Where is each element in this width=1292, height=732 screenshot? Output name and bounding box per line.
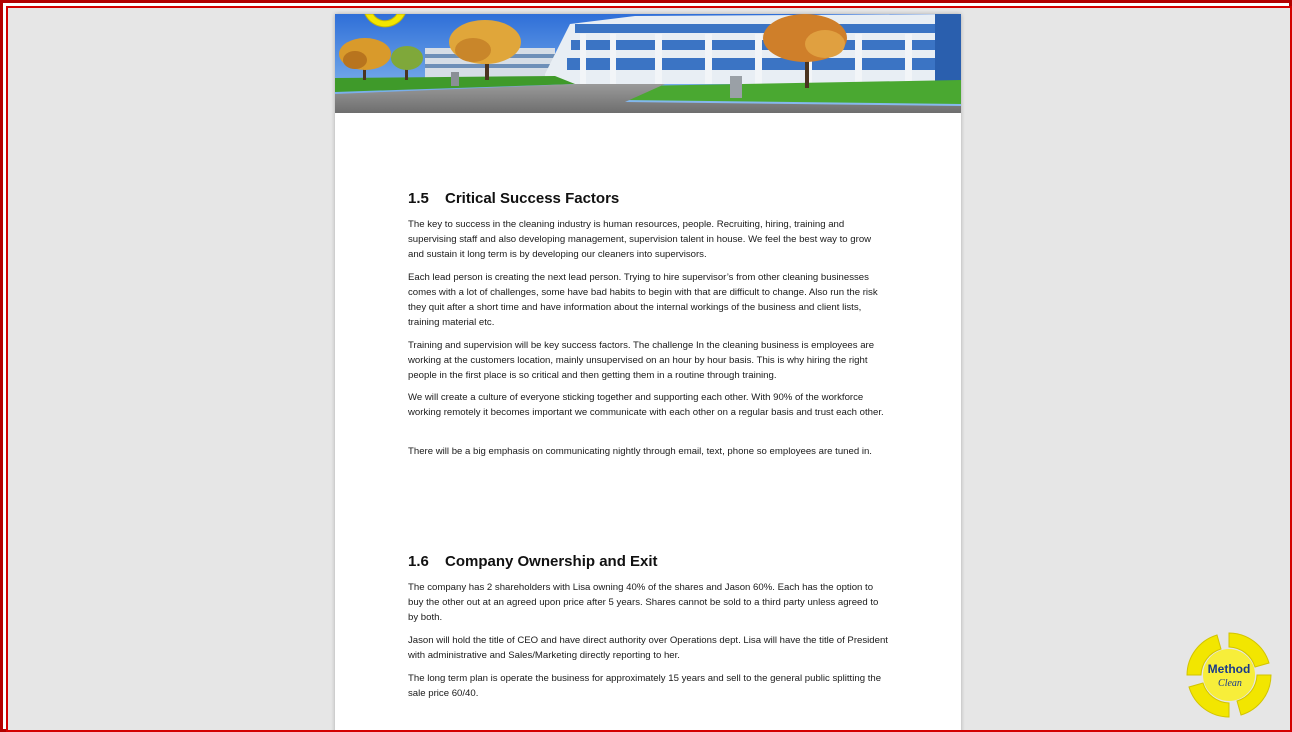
section-heading-1-5	[408, 190, 619, 207]
viewer-background	[6, 6, 1292, 732]
section-number: 1.6	[408, 553, 429, 570]
paragraph: Jason will hold the title of CEO and have direct authority over Operations dept. Lisa will have the title of President with administrative and Sales/Marketing directly reporting to her.	[408, 635, 888, 661]
paragraph: The long term plan is operate the business for approximately 15 years and sell to the general public splitting the sale price 60/40.	[408, 673, 882, 699]
section-title: Critical Success Factors	[445, 190, 620, 207]
paragraph: Training and supervision will be key success factors. The challenge In the cleaning business is employees are working at the customers location, mainly unsupervised on an hour by hour basis. This is why hiring the right people in the first place is so critical and then getting them in a routine through training.	[408, 340, 875, 381]
paragraph: We will create a culture of everyone sticking together and supporting each other. With 90% of the workforce working remotely it becomes important we communicate with each other on a regular basis and trust each other.	[408, 392, 884, 418]
paragraph: Each lead person is creating the next lead person. Trying to hire supervisor’s from other cleaning businesses comes with a lot of challenges, some have bad habits to begin with that are difficult to change. Also run the risk they quit after a short time and have information about the internal workings of the business and client lists, training material etc.	[408, 272, 878, 328]
method-clean-logo	[1183, 629, 1275, 721]
logo-line-2: Clean	[1218, 678, 1242, 689]
paragraph: The company has 2 shareholders with Lisa owning 40% of the shares and Jason 60%. Each has the option to buy the other out at an agreed upon price after 5 years. Shares cannot be sold to a third party unless agreed to by both.	[408, 582, 879, 623]
section-number: 1.5	[408, 190, 429, 207]
paragraph: There will be a big emphasis on communicating nightly through email, text, phone so employees are tuned in.	[408, 446, 872, 457]
office-building-banner-image	[335, 14, 961, 113]
section-heading-1-6	[408, 553, 658, 570]
document-page	[335, 14, 961, 732]
paragraph: The key to success in the cleaning industry is human resources, people. Recruiting, hiring, training and supervising staff and also developing management, supervision talent in house. We feel the best way to grow and sustain it long term is by developing our cleaners into supervisors.	[408, 219, 872, 260]
logo-line-1: Method	[1207, 662, 1251, 676]
section-title: Company Ownership and Exit	[445, 553, 658, 570]
